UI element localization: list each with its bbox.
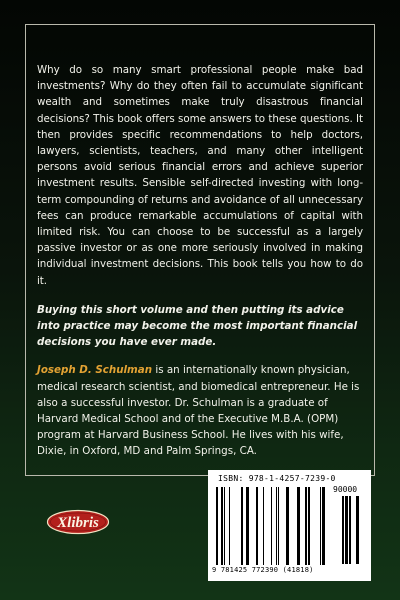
- isbn-barcode: [208, 470, 371, 581]
- barcode-bar: [256, 487, 258, 565]
- barcode-bar: [224, 487, 225, 565]
- barcode-bar: [271, 487, 272, 565]
- tagline-paragraph: Buying this short volume and then putting its advice into practice may become the most important financial decisions you have ever made.: [37, 303, 358, 349]
- barcode-bar: [286, 487, 289, 565]
- barcode-bar: [308, 487, 310, 565]
- barcode-bar: [221, 487, 223, 565]
- isbn-label: ISBN: 978-1-4257-7239-0: [218, 474, 336, 483]
- description-paragraph: Why do so many smart professional people make bad investments? Why do they often fail to accumulate significant wealth and sometimes make truly disastrous financial decisions? This book offers some answers to these questions. It then provides specific recommendations to help doctors, lawyers, scientists, teachers, and many other intelligent persons avoid serious financial errors and achieve superior investment results. Sensible self-directed investing with long-term compounding of returns and avoidance of all unnecessary fees can produce remarkable accumulations of capital with limited risk. You can choose to be successful as a largely passive investor or as one more seriously involved in making individual investment decisions. This book tells you how to do it.: [37, 64, 363, 287]
- barcode-bar: [356, 496, 359, 564]
- barcode-bar: [276, 487, 277, 565]
- barcode-bar: [241, 487, 243, 565]
- back-cover-text: [37, 62, 363, 460]
- barcode-bars: [216, 487, 326, 565]
- publisher-logo: [46, 509, 110, 535]
- barcode-bar: [349, 496, 351, 564]
- barcode-bar: [229, 487, 230, 565]
- barcode-bar: [305, 487, 307, 565]
- barcode-bar: [263, 487, 264, 565]
- author-name: Joseph D. Schulman: [37, 364, 153, 377]
- barcode-bar: [322, 487, 325, 565]
- barcode-bar: [246, 487, 249, 565]
- price-barcode-bars: [329, 496, 363, 564]
- barcode-bar: [278, 487, 279, 565]
- barcode-bar: [345, 496, 348, 564]
- barcode-digits: 9 781425 772390 (41818): [212, 566, 314, 574]
- barcode-bar: [297, 487, 300, 565]
- author-bio-paragraph: [37, 362, 363, 459]
- price-code: 90000: [333, 485, 358, 494]
- barcode-bar: [342, 496, 344, 564]
- barcode-bar: [320, 487, 321, 565]
- logo-text: Xlibris: [57, 515, 99, 531]
- barcode-bar: [216, 487, 218, 565]
- author-bio-text: is an internationally known physician, medical research scientist, and biomedical entrepreneur. He is also a successful investor. Dr. Schulman is a graduate of Harvard Medical School and of the Executive M.B.A. (OPM) program at Harvard Business School. He lives with his wife, Dixie, in Oxford, MD and Palm Springs, CA.: [37, 364, 360, 458]
